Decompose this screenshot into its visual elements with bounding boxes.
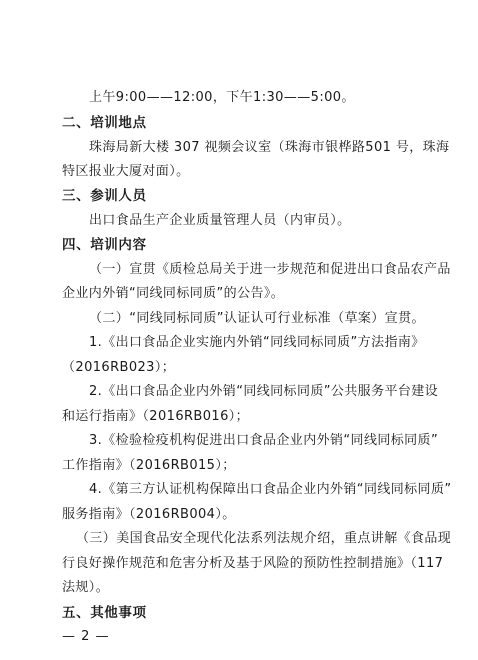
training-time-line: 上午9:00——12:00，下午1:30——5:00。 — [89, 90, 355, 105]
content-item-3-line-2: 行良好操作规范和危害分析及基于风险的预防性控制措施》（117 — [62, 556, 444, 571]
section-heading-content: 四、培训内容 — [62, 237, 147, 253]
standard-1-line-2: （2016RB023）； — [62, 360, 176, 375]
standard-2-line-2: 和运行指南》（2016RB016）； — [62, 409, 250, 424]
standard-3-line-1: 3.《检验检疫机构促进出口食品企业内外销“同线同标同质” — [89, 433, 439, 448]
content-item-2-line: （二）“同线同标同质”认证认可行业标准（草案）宣贯。 — [89, 311, 425, 326]
standard-4-line-2: 服务指南》（2016RB004）。 — [62, 507, 236, 522]
content-item-3-line-3: 法规）。 — [62, 580, 110, 595]
section-heading-other: 五、其他事项 — [62, 605, 147, 621]
content-item-1-line-1: （一）宣贯《质检总局关于进一步规范和促进出口食品农产品 — [89, 262, 451, 277]
location-line-2: 特区报业大厦对面）。 — [62, 164, 190, 179]
section-heading-location: 二、培训地点 — [62, 115, 147, 131]
content-item-3-line-1: （三）美国食品安全现代化法系列法规介绍，重点讲解《食品现 — [76, 531, 452, 546]
participants-line: 出口食品生产企业质量管理人员（内审员）。 — [89, 213, 351, 228]
standard-3-line-2: 工作指南》（2016RB015）； — [62, 458, 236, 473]
content-item-1-line-2: 企业内外销“同线同标同质”的公告》。 — [62, 286, 285, 301]
standard-2-line-1: 2.《出口食品企业内外销“同线同标同质”公共服务平台建设 — [89, 384, 439, 399]
page-number: — 2 — — [62, 629, 110, 644]
standard-4-line-1: 4.《第三方认证机构保障出口食品企业内外销“同线同标同质” — [89, 482, 452, 497]
section-heading-participants: 三、参训人员 — [62, 188, 147, 204]
standard-1-line-1: 1.《出口食品企业实施内外销“同线同标同质”方法指南》 — [89, 335, 425, 350]
location-line-1: 珠海局新大楼 307 视频会议室（珠海市银桦路501 号，珠海 — [89, 140, 450, 155]
